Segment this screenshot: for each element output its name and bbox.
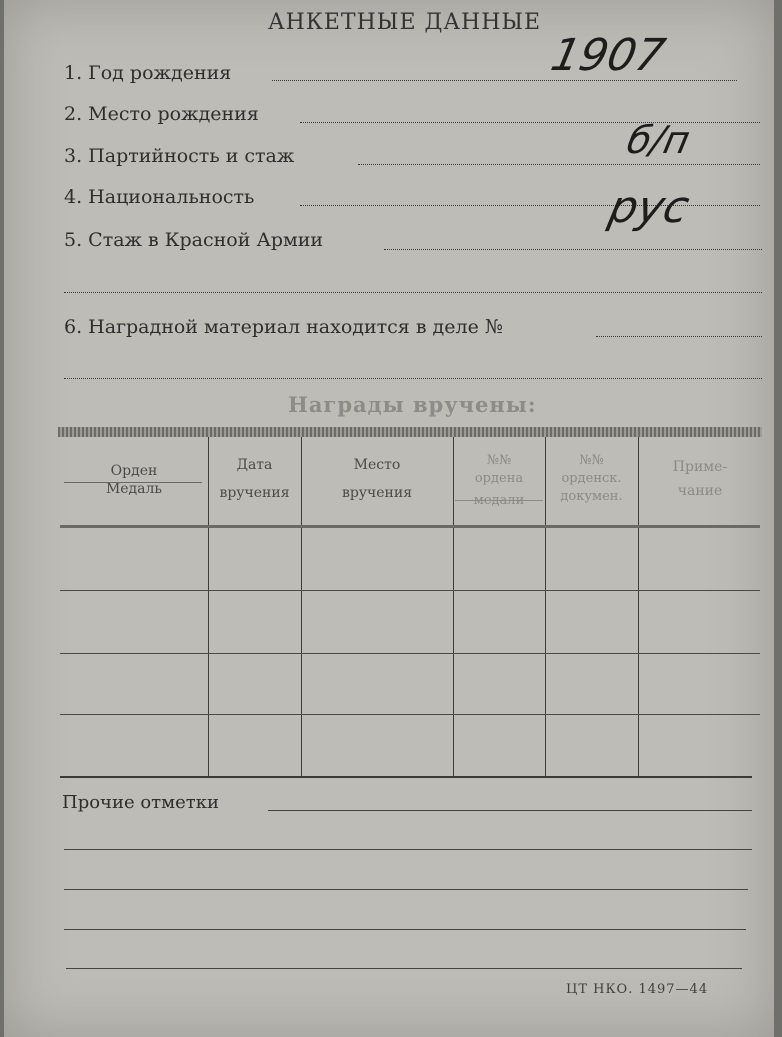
col-header-order-number: №№ ордена медали — [473, 453, 525, 508]
table-row-line — [60, 653, 760, 654]
nationality-label: 4. Национальность — [64, 186, 255, 208]
birth-year-line — [272, 80, 737, 81]
service-line — [384, 249, 762, 250]
awards-title: Награды вручены: — [288, 392, 537, 417]
other-notes-label: Прочие отметки — [62, 792, 219, 813]
blank-line — [64, 292, 762, 293]
table-row-line — [60, 590, 760, 591]
nationality-line — [300, 205, 760, 206]
col-header-note: Приме- чание — [672, 459, 728, 499]
col-header-place: Место вручения — [341, 457, 413, 501]
table-bottom-line — [60, 776, 752, 778]
table-row-line — [60, 714, 760, 715]
award-file-line — [596, 336, 762, 337]
notes-line — [64, 849, 752, 850]
party-value: б/п — [623, 118, 694, 162]
birth-year-value: 1907 — [546, 30, 670, 81]
col-header-document-number: №№ орденск. докумен. — [560, 453, 623, 504]
col-header-order: Орден Медаль — [105, 463, 163, 497]
form-title: АНКЕТНЫЕ ДАННЫЕ — [268, 10, 542, 35]
notes-line — [64, 889, 748, 890]
table-top-rule — [58, 427, 762, 437]
party-label: 3. Партийность и стаж — [64, 145, 295, 167]
notes-line — [66, 968, 742, 969]
table-header-rule — [60, 525, 760, 528]
print-code: ЦТ НКО. 1497—44 — [566, 982, 709, 997]
notes-line — [64, 929, 746, 930]
service-label: 5. Стаж в Красной Армии — [64, 229, 324, 251]
award-file-label: 6. Наградной материал находится в деле № — [64, 316, 503, 338]
nationality-value: рус — [604, 182, 694, 233]
birth-year-label: 1. Год рождения — [64, 62, 232, 84]
blank-line-2 — [64, 378, 762, 379]
party-line — [358, 164, 760, 165]
col-header-date: Дата вручения — [219, 457, 290, 501]
birthplace-label: 2. Место рождения — [64, 103, 259, 125]
header-divider — [455, 500, 543, 501]
notes-line — [268, 810, 752, 811]
header-divider — [64, 482, 202, 483]
